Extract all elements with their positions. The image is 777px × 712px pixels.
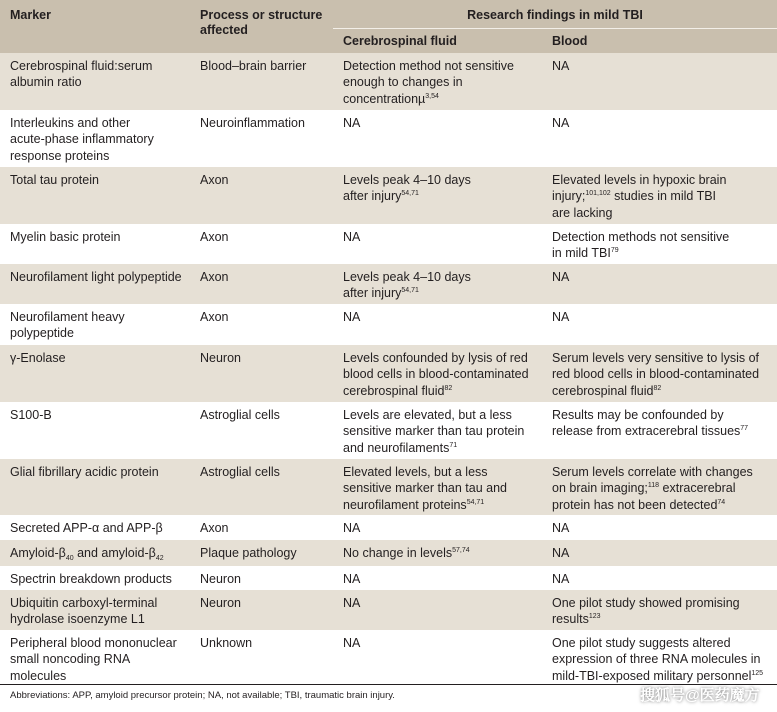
cell-line: Unknown xyxy=(200,636,253,650)
blood-finding-cell xyxy=(552,635,774,684)
cell-line: Levels peak 4–10 days xyxy=(343,173,471,187)
blood-finding-cell xyxy=(552,309,774,325)
cell-line: and neurofilaments$^{71}$ xyxy=(343,440,458,455)
cell-line: Amyloid-$\beta_{40}$ and amyloid-$\beta_{42}$ xyxy=(10,546,164,562)
cell-line: NA xyxy=(343,116,361,130)
process-cell xyxy=(200,115,336,131)
cell-line: Axon xyxy=(200,310,229,324)
cell-line: Results may be confounded by xyxy=(552,408,724,422)
cell-line: NA xyxy=(343,310,361,324)
cell-line: release from extracerebral tissues$^{77}$ xyxy=(552,424,749,439)
csf-finding-cell xyxy=(343,571,543,587)
cell-line: sensitive marker than tau and xyxy=(343,481,507,496)
table-row xyxy=(0,224,777,264)
cell-line: Neurofilament light polypeptide xyxy=(10,270,182,284)
table-row xyxy=(0,630,777,685)
cell-line: NA xyxy=(552,572,570,586)
cell-line: NA xyxy=(343,521,361,535)
marker-cell xyxy=(10,464,190,480)
blood-finding-cell xyxy=(552,58,774,74)
abbreviations-footnote: Abbreviations: APP, amyloid precursor protein; NA, not available; TBI, traumatic brain injury. xyxy=(10,690,395,701)
blood-finding-cell xyxy=(552,407,774,440)
csf-finding-cell xyxy=(343,464,543,513)
marker-cell xyxy=(10,571,190,587)
cell-line: cerebrospinal fluid$^{82}$ xyxy=(343,383,453,398)
process-cell xyxy=(200,350,336,366)
cell-line: S100-B xyxy=(10,408,52,422)
table-row xyxy=(0,264,777,304)
col-process-header xyxy=(200,8,322,38)
table-row xyxy=(0,459,777,515)
cell-line: Secreted APP-α and APP-β xyxy=(10,521,163,535)
cell-line: Axon xyxy=(200,173,229,187)
table-row xyxy=(0,304,777,345)
cell-line: Detection methods not sensitive xyxy=(552,230,730,244)
csf-finding-cell xyxy=(343,58,543,107)
cell-line: mild-TBI-exposed military personnel$^{125}$ xyxy=(552,668,764,683)
header-divider xyxy=(333,28,777,29)
marker-cell xyxy=(10,595,190,628)
process-cell xyxy=(200,464,336,480)
csf-finding-cell xyxy=(343,635,543,651)
cell-line: Peripheral blood mononuclear xyxy=(10,636,177,650)
cell-line: after injury$^{54,71}$ xyxy=(343,189,419,204)
csf-finding-cell xyxy=(343,229,543,245)
marker-cell xyxy=(10,407,190,423)
process-cell xyxy=(200,309,336,325)
process-cell xyxy=(200,595,336,611)
blood-finding-cell xyxy=(552,172,774,221)
cell-line: Levels are elevated, but a less xyxy=(343,408,512,422)
cell-line: Neuron xyxy=(200,351,241,365)
cell-line: Total tau protein xyxy=(10,173,99,187)
cell-line: concentrationµ$^{3,54}$ xyxy=(343,91,439,106)
table-row xyxy=(0,402,777,459)
blood-finding-cell xyxy=(552,269,774,285)
cell-line: NA xyxy=(343,230,361,244)
table-row xyxy=(0,566,777,590)
cell-line: Neuroinflammation xyxy=(200,116,305,130)
marker-cell xyxy=(10,309,190,342)
cell-line: Myelin basic protein xyxy=(10,230,121,244)
cell-line: results$^{123}$ xyxy=(552,612,601,627)
cell-line: expression of three RNA molecules in xyxy=(552,652,761,667)
marker-cell xyxy=(10,58,190,91)
table-row xyxy=(0,540,777,566)
cell-line: NA xyxy=(552,270,570,284)
cell-line: red blood cells in blood-contaminated xyxy=(552,367,760,382)
cell-line: Plaque pathology xyxy=(200,546,297,560)
watermark: 搜狐号@医药魔方 xyxy=(640,687,760,704)
col-process-header-line: affected xyxy=(200,23,248,37)
process-cell xyxy=(200,545,336,561)
table-row xyxy=(0,515,777,540)
col-blood-header: Blood xyxy=(552,34,588,48)
cell-line: One pilot study showed promising xyxy=(552,596,740,610)
marker-cell xyxy=(10,350,190,366)
cell-line: Blood–brain barrier xyxy=(200,59,307,73)
process-cell xyxy=(200,520,336,536)
csf-finding-cell xyxy=(343,269,543,302)
cell-line: NA xyxy=(343,596,361,610)
cell-line: sensitive marker than tau protein xyxy=(343,424,525,439)
cell-line: neurofilament proteins$^{54,71}$ xyxy=(343,497,485,512)
cell-line: Spectrin breakdown products xyxy=(10,572,172,586)
blood-finding-cell xyxy=(552,571,774,587)
cell-line: Axon xyxy=(200,521,229,535)
cell-line: on brain imaging;$^{118}$ extracerebral xyxy=(552,481,736,496)
cell-line: molecules xyxy=(10,668,67,683)
col-process-header-line: Process or structure xyxy=(200,8,323,22)
process-cell xyxy=(200,407,336,423)
cell-line: Serum levels correlate with changes xyxy=(552,465,753,479)
cell-line: small noncoding RNA xyxy=(10,652,131,667)
blood-finding-cell xyxy=(552,595,774,628)
cell-line: cerebrospinal fluid$^{82}$ xyxy=(552,383,662,398)
cell-line: Astroglial cells xyxy=(200,408,280,422)
csf-finding-cell xyxy=(343,407,543,456)
table-row xyxy=(0,53,777,110)
cell-line: after injury$^{54,71}$ xyxy=(343,286,419,301)
cell-line: γ-Enolase xyxy=(10,351,66,365)
cell-line: Elevated levels, but a less xyxy=(343,465,488,479)
csf-finding-cell xyxy=(343,309,543,325)
csf-finding-cell xyxy=(343,520,543,536)
marker-cell xyxy=(10,635,190,684)
blood-finding-cell xyxy=(552,545,774,561)
cell-line: NA xyxy=(552,59,570,73)
blood-finding-cell xyxy=(552,350,774,399)
cell-line: Ubiquitin carboxyl-terminal xyxy=(10,596,158,610)
cell-line: Neurofilament heavy xyxy=(10,310,125,324)
cell-line: hydrolase isoenzyme L1 xyxy=(10,612,145,627)
table-row xyxy=(0,167,777,224)
csf-finding-cell xyxy=(343,595,543,611)
cell-line: NA xyxy=(552,546,570,560)
cell-line: NA xyxy=(343,636,361,650)
blood-finding-cell xyxy=(552,115,774,131)
cell-line: polypeptide xyxy=(10,326,74,341)
process-cell xyxy=(200,571,336,587)
marker-cell xyxy=(10,269,190,285)
cell-line: enough to changes in xyxy=(343,75,463,90)
process-cell xyxy=(200,635,336,651)
col-csf-header: Cerebrospinal fluid xyxy=(343,34,457,48)
cell-line: Axon xyxy=(200,230,229,244)
table-row xyxy=(0,345,777,402)
cell-line: Neuron xyxy=(200,596,241,610)
cell-line: NA xyxy=(343,572,361,586)
cell-line: Interleukins and other xyxy=(10,116,131,130)
csf-finding-cell xyxy=(343,172,543,205)
cell-line: Detection method not sensitive xyxy=(343,59,514,73)
col-marker-header: Marker xyxy=(10,8,51,22)
marker-cell xyxy=(10,520,190,536)
csf-finding-cell xyxy=(343,350,543,399)
cell-line: acute-phase inflammatory xyxy=(10,132,154,147)
blood-finding-cell xyxy=(552,229,774,262)
process-cell xyxy=(200,172,336,188)
cell-line: Cerebrospinal fluid:serum xyxy=(10,59,153,73)
cell-line: NA xyxy=(552,310,570,324)
research-findings-header: Research findings in mild TBI xyxy=(467,8,643,22)
table-row xyxy=(0,590,777,630)
cell-line: blood cells in blood-contaminated xyxy=(343,367,529,382)
marker-cell xyxy=(10,115,190,164)
marker-cell xyxy=(10,545,190,561)
cell-line: Elevated levels in hypoxic brain xyxy=(552,173,727,187)
cell-line: Astroglial cells xyxy=(200,465,280,479)
cell-line: protein has not been detected$^{74}$ xyxy=(552,497,726,512)
table-header xyxy=(0,0,777,53)
cell-line: albumin ratio xyxy=(10,75,82,90)
cell-line: Glial fibrillary acidic protein xyxy=(10,465,159,479)
cell-line: Axon xyxy=(200,270,229,284)
cell-line: Levels peak 4–10 days xyxy=(343,270,471,284)
marker-cell xyxy=(10,172,190,188)
csf-finding-cell xyxy=(343,115,543,131)
marker-cell xyxy=(10,229,190,245)
process-cell xyxy=(200,58,336,74)
blood-finding-cell xyxy=(552,520,774,536)
cell-line: No change in levels$^{57,74}$ xyxy=(343,546,470,560)
cell-line: response proteins xyxy=(10,148,110,163)
table-row xyxy=(0,110,777,167)
cell-line: Levels confounded by lysis of red xyxy=(343,351,528,365)
cell-line: injury;$^{101,102}$ studies in mild TBI xyxy=(552,189,717,204)
process-cell xyxy=(200,269,336,285)
cell-line: in mild TBI$^{79}$ xyxy=(552,246,619,261)
cell-line: Serum levels very sensitive to lysis of xyxy=(552,351,760,365)
cell-line: Neuron xyxy=(200,572,241,586)
cell-line: One pilot study suggests altered xyxy=(552,636,731,650)
process-cell xyxy=(200,229,336,245)
blood-finding-cell xyxy=(552,464,774,513)
cell-line: NA xyxy=(552,521,570,535)
cell-line: NA xyxy=(552,116,570,130)
cell-line: are lacking xyxy=(552,205,613,220)
csf-finding-cell xyxy=(343,545,543,561)
